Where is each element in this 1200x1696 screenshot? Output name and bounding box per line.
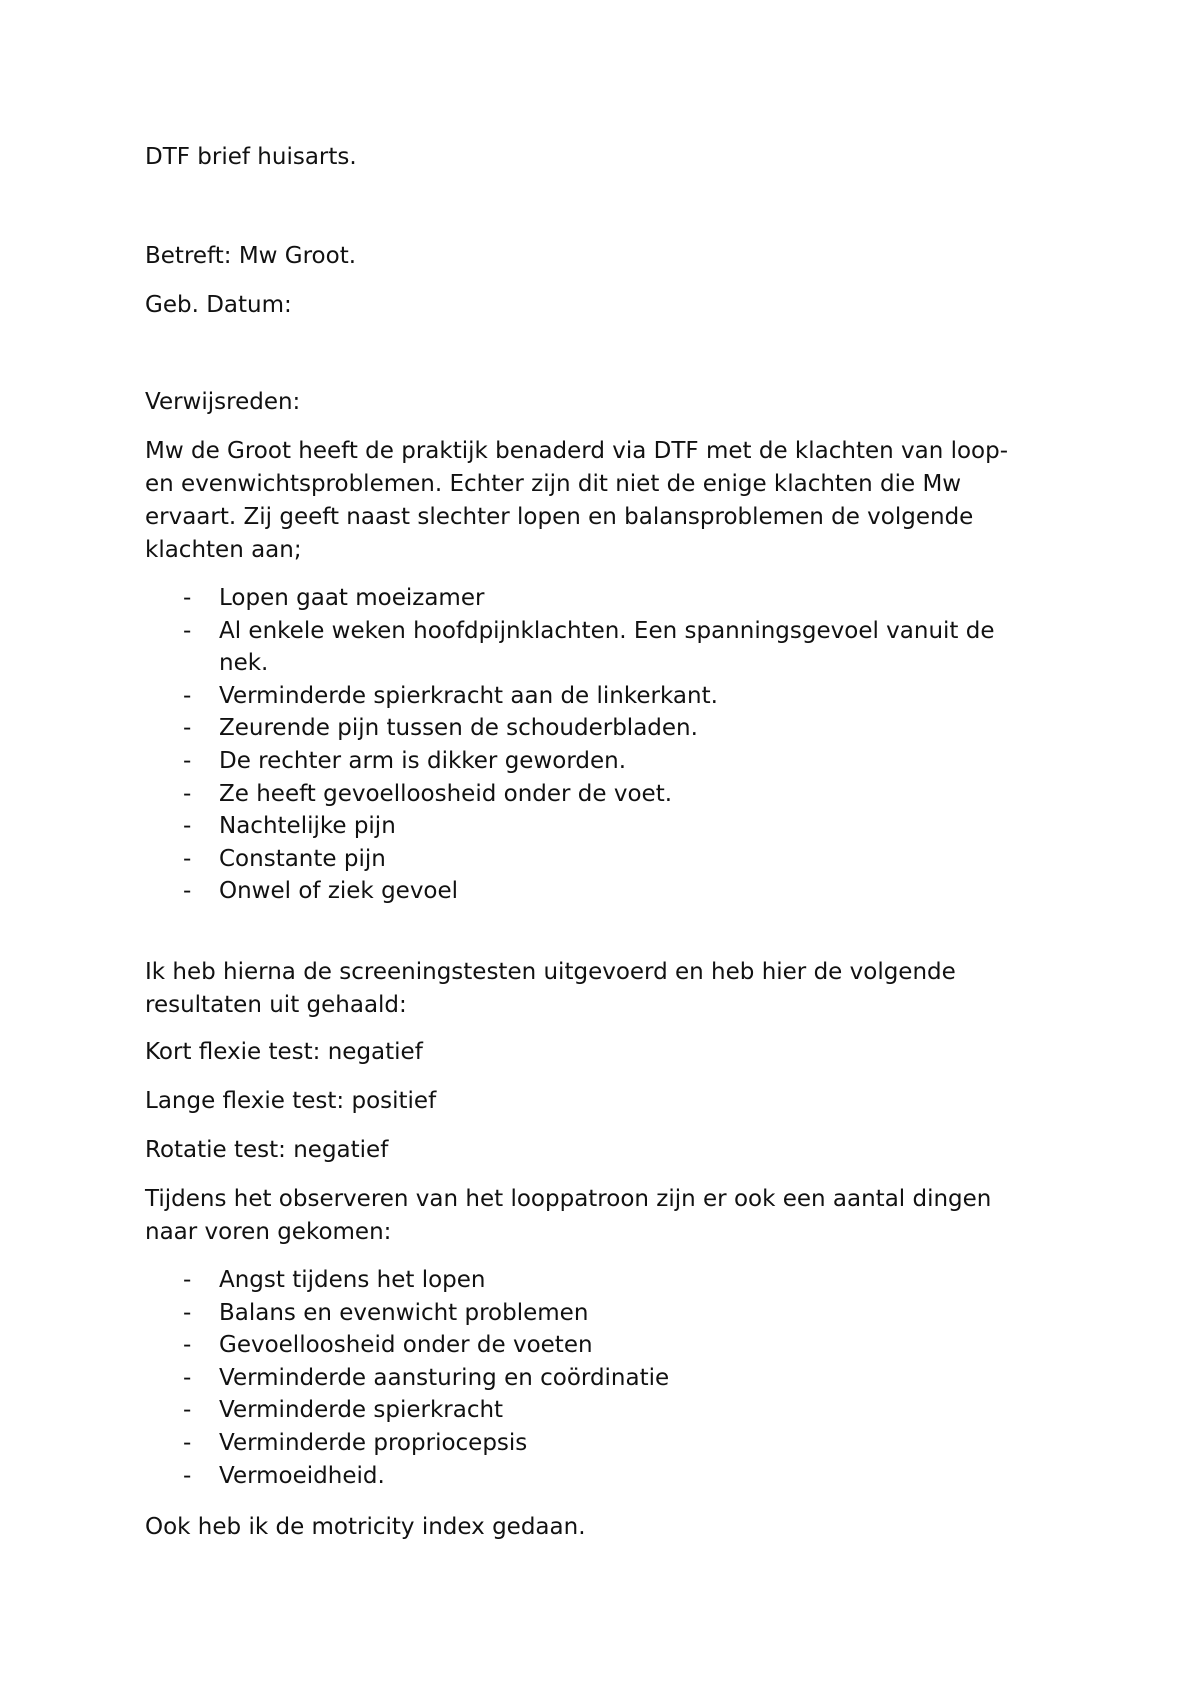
observation-intro-paragraph	[145, 1183, 1075, 1249]
geb-datum-line: Geb. Datum:	[145, 292, 292, 318]
intro-paragraph	[145, 435, 1075, 567]
bullet-dash: -	[183, 1299, 192, 1326]
bullet-dash: -	[183, 1364, 192, 1391]
verwijsreden-heading: Verwijsreden:	[145, 389, 301, 415]
test-result-line: Lange flexie test: positief	[145, 1088, 437, 1114]
list-item: - Verminderde spierkracht	[145, 1394, 1075, 1427]
bullet-dash: -	[183, 1397, 192, 1424]
list-item: - Verminderde propriocepsis	[145, 1427, 1075, 1460]
bullet-dash: -	[183, 682, 192, 709]
list-item: - Verminderde spierkracht aan de linkerkant.	[145, 680, 1075, 713]
list-item: - Nachtelijke pijn	[145, 810, 1075, 843]
intro-line: Mw de Groot heeft de praktijk benaderd via DTF met de klachten van loop-	[145, 438, 1009, 464]
observation-intro-line: Tijdens het observeren van het looppatroon zijn er ook een aantal dingen	[145, 1186, 992, 1212]
bullet-dash: -	[183, 1267, 192, 1293]
bullet-dash: -	[183, 715, 192, 742]
bullet-dash: -	[183, 878, 192, 905]
intro-line: ervaart. Zij geeft naast slechter lopen en balansproblemen de volgende	[145, 504, 974, 530]
bullet-dash: -	[183, 585, 192, 611]
list-item: - Vermoeidheid.	[145, 1460, 1075, 1493]
intro-line: en evenwichtsproblemen. Echter zijn dit niet de enige klachten die Mw	[145, 471, 962, 497]
list-item: - Verminderde aansturing en coördinatie	[145, 1362, 1075, 1395]
screening-intro-line: Ik heb hierna de screeningstesten uitgevoerd en heb hier de volgende	[145, 959, 956, 985]
complaints-list	[145, 582, 1075, 908]
closing-line: Ook heb ik de motricity index gedaan.	[145, 1514, 586, 1540]
list-item: - Lopen gaat moeizamer	[145, 582, 1075, 615]
bullet-dash: -	[183, 780, 192, 807]
list-item: - Constante pijn	[145, 843, 1075, 876]
list-item: - Balans en evenwicht problemen	[145, 1297, 1075, 1330]
list-item: - Zeurende pijn tussen de schouderbladen.	[145, 712, 1075, 745]
list-item: - Angst tijdens het lopen	[145, 1264, 1075, 1297]
betreft-line: Betreft: Mw Groot.	[145, 243, 357, 269]
list-item: - Al enkele weken hoofdpijnklachten. Een spanningsgevoel vanuit de nek.	[145, 615, 1075, 680]
bullet-dash: -	[183, 747, 192, 774]
bullet-dash: -	[183, 617, 192, 644]
bullet-dash: -	[183, 1429, 192, 1456]
test-result-line: Kort flexie test: negatief	[145, 1039, 423, 1065]
test-result-line: Rotatie test: negatief	[145, 1137, 389, 1163]
bullet-dash: -	[183, 1462, 192, 1489]
bullet-dash: -	[183, 1332, 192, 1359]
list-item: - Ze heeft gevoelloosheid onder de voet.	[145, 778, 1075, 811]
list-item: - De rechter arm is dikker geworden.	[145, 745, 1075, 778]
bullet-dash: -	[183, 813, 192, 840]
bullet-dash: -	[183, 845, 192, 872]
observation-intro-line: naar voren gekomen:	[145, 1219, 392, 1245]
list-item: - Onwel of ziek gevoel	[145, 875, 1075, 908]
intro-line: klachten aan;	[145, 537, 302, 563]
screening-intro-paragraph	[145, 956, 1075, 1022]
document-title: DTF brief huisarts.	[145, 144, 357, 170]
observations-list	[145, 1264, 1075, 1492]
screening-intro-line: resultaten uit gehaald:	[145, 992, 407, 1018]
list-item: - Gevoelloosheid onder de voeten	[145, 1329, 1075, 1362]
